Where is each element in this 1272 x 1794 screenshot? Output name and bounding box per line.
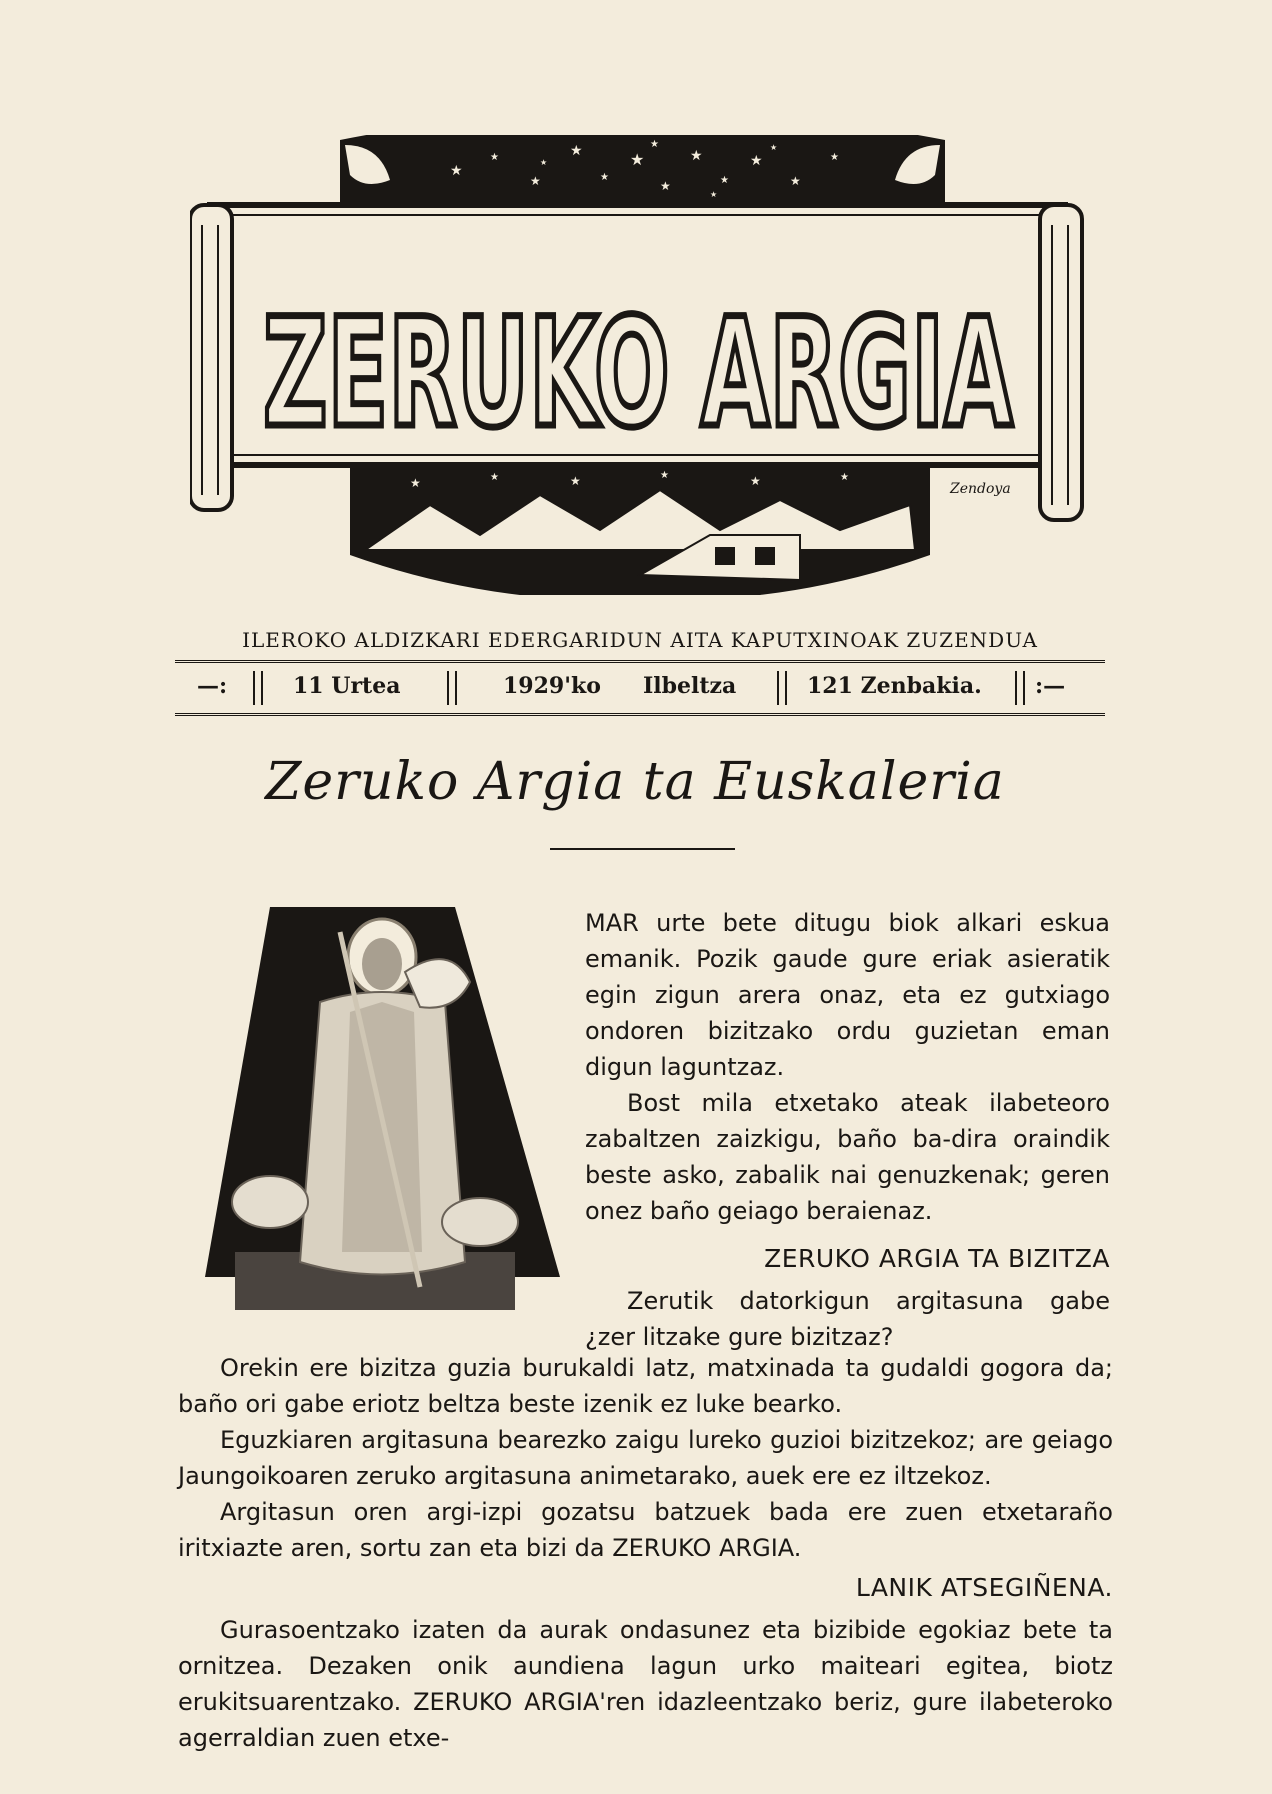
paragraph: Orekin ere bizitza guzia burukaldi latz, matxinada ta gudaldi gogora da; baño ori gabe eriotz beltza beste izenik ez luke bearko. (178, 1354, 1113, 1418)
svg-text:★: ★ (690, 148, 703, 164)
svg-text:★: ★ (570, 143, 583, 159)
masthead-illustration (190, 135, 1085, 595)
masthead-artwork (190, 135, 1085, 595)
svg-text:★: ★ (710, 190, 718, 199)
svg-text:★: ★ (750, 474, 761, 488)
left-ornament: —: (197, 673, 228, 699)
section-heading: ZERUKO ARGIA TA BIZITZA (764, 1244, 1110, 1273)
svg-text:★: ★ (530, 174, 541, 188)
issue-number: 121 Zenbakia. (807, 673, 982, 699)
issue-info-bar (175, 660, 1105, 716)
svg-text:★: ★ (770, 143, 778, 152)
divider (447, 671, 457, 705)
svg-text:★: ★ (840, 472, 849, 483)
svg-text:★: ★ (450, 163, 463, 179)
paragraph: Zerutik datorkigun argitasuna gabe ¿zer litzake gure bizitzaz? (585, 1287, 1110, 1351)
article-title: Zeruko Argia ta Euskaleria (265, 752, 1005, 812)
svg-text:★: ★ (720, 175, 729, 186)
svg-text:★: ★ (600, 172, 609, 183)
svg-text:★: ★ (660, 179, 671, 193)
svg-text:★: ★ (490, 472, 499, 483)
title-underline (550, 848, 735, 850)
drop-initial-illustration (200, 902, 562, 1310)
svg-text:★: ★ (570, 474, 581, 488)
paragraph: Bost mila etxetako ateak ilabeteoro zabaltzen zaizkigu, baño ba-dira oraindik beste asko, zabalik nai genuzkenak; geren onez baño geiago beraienaz. (585, 1089, 1110, 1225)
article-intro-column (585, 905, 1110, 1355)
volume-year: 11 Urtea (293, 673, 401, 699)
paragraph: Gurasoentzako izaten da aurak ondasunez eta bizibide egokiaz bete ta ornitzea. Dezaken onik aundiena lagun urko maiteari egitea, biotz erukitsuarentzako. ZERUKO ARGIA'ren idazleentzako beriz, gure ilabeteroko agerraldian zuen etxe- (178, 1616, 1113, 1752)
divider (1015, 671, 1025, 705)
section-heading: LANIK ATSEGIÑENA. (855, 1573, 1113, 1602)
svg-text:★: ★ (790, 174, 801, 188)
issue-date: 1929'ko (503, 673, 601, 699)
right-ornament: :— (1035, 673, 1066, 699)
svg-text:★: ★ (660, 470, 669, 481)
svg-text:★: ★ (490, 152, 499, 163)
masthead-subtitle: ILEROKO ALDIZKARI EDERGARIDUN AITA KAPUTXINOAK ZUZENDUA (242, 628, 1038, 652)
divider (253, 671, 263, 705)
artist-signature: Zendoya (950, 481, 1011, 497)
article-body (178, 1350, 1113, 1756)
masthead-title: ZERUKO ARGIA (263, 287, 1013, 461)
svg-text:★: ★ (410, 476, 421, 490)
svg-text:★: ★ (830, 152, 839, 163)
svg-text:★: ★ (540, 158, 548, 167)
svg-text:★: ★ (650, 139, 659, 150)
svg-text:★: ★ (750, 153, 763, 169)
svg-text:★: ★ (630, 150, 645, 169)
paragraph: Argitasun oren argi-izpi gozatsu batzuek bada ere zuen etxetaraño iritxiazte aren, sortu zan eta bizi da ZERUKO ARGIA. (178, 1498, 1113, 1562)
issue-month: Ilbeltza (643, 673, 737, 699)
divider (777, 671, 787, 705)
paragraph: Eguzkiaren argitasuna bearezko zaigu lureko guzioi bizitzekoz; are geiago Jaungoikoaren zeruko argitasuna animetarako, auek ere ez iltzekoz. (178, 1426, 1113, 1490)
intro-paragraph: MAR urte bete ditugu biok alkari eskua emanik. Pozik gaude gure eriak asieratik egin zigun arera onaz, eta ez gutxiago ondoren bizitzako ordu guzietan eman digun laguntzaz. (585, 909, 1110, 1081)
